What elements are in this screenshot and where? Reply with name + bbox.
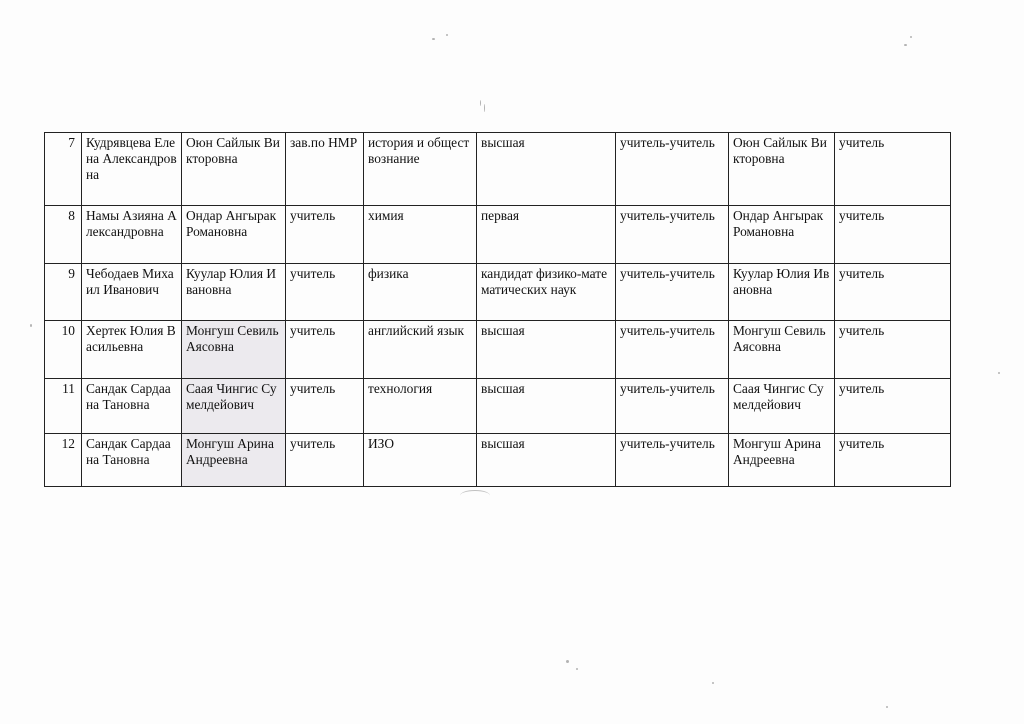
mentor-name-cell: Куулар Юлия Ивановна	[182, 264, 286, 321]
category-cell: высшая	[477, 434, 616, 487]
table-row	[45, 133, 951, 206]
row-number-cell: 11	[45, 379, 82, 434]
form-cell: учитель-учитель	[616, 379, 729, 434]
row-number-cell: 9	[45, 264, 82, 321]
scan-speck	[998, 372, 1000, 374]
position-cell: учитель	[286, 321, 364, 379]
scan-speck	[712, 682, 714, 684]
form-cell: учитель-учитель	[616, 206, 729, 264]
category-cell: высшая	[477, 379, 616, 434]
category-cell: высшая	[477, 133, 616, 206]
scan-speck	[432, 38, 435, 40]
position-cell: учитель	[286, 434, 364, 487]
mentor-repeat-cell: Ондар Ангырак Романовна	[729, 206, 835, 264]
role-cell: учитель	[835, 206, 951, 264]
scan-speck	[480, 100, 481, 106]
mentor-repeat-cell: Саая Чингис Сумелдейович	[729, 379, 835, 434]
role-cell: учитель	[835, 321, 951, 379]
role-cell: учитель	[835, 434, 951, 487]
table-row	[45, 321, 951, 379]
subject-cell: английский язык	[364, 321, 477, 379]
category-cell: кандидат физико-математических наук	[477, 264, 616, 321]
subject-cell: ИЗО	[364, 434, 477, 487]
form-cell: учитель-учитель	[616, 133, 729, 206]
scan-speck	[446, 34, 448, 36]
mentee-name-cell: Хертек Юлия Васильевна	[82, 321, 182, 379]
category-cell: первая	[477, 206, 616, 264]
mentor-repeat-cell: Монгуш Севиль Аясовна	[729, 321, 835, 379]
position-cell: учитель	[286, 379, 364, 434]
position-cell: учитель	[286, 206, 364, 264]
mentoring-table	[44, 132, 951, 487]
mentor-repeat-cell: Оюн Сайлык Викторовна	[729, 133, 835, 206]
table-row	[45, 264, 951, 321]
scan-speck	[576, 668, 578, 670]
mentor-name-cell: Монгуш Севиль Аясовна	[182, 321, 286, 379]
mentee-name-cell: Сандак Сардаана Тановна	[82, 379, 182, 434]
row-number-cell: 7	[45, 133, 82, 206]
role-cell: учитель	[835, 264, 951, 321]
row-number-cell: 10	[45, 321, 82, 379]
mentor-name-cell: Ондар Ангырак Романовна	[182, 206, 286, 264]
subject-cell: технология	[364, 379, 477, 434]
mentor-repeat-cell: Куулар Юлия Ивановна	[729, 264, 835, 321]
subject-cell: химия	[364, 206, 477, 264]
mentee-name-cell: Кудрявцева Елена Александровна	[82, 133, 182, 206]
row-number-cell: 12	[45, 434, 82, 487]
subject-cell: история и обществознание	[364, 133, 477, 206]
mentee-name-cell: Чебодаев Михаил Иванович	[82, 264, 182, 321]
scan-speck	[484, 104, 485, 112]
table-row	[45, 434, 951, 487]
mentor-name-cell: Саая Чингис Сумелдейович	[182, 379, 286, 434]
form-cell: учитель-учитель	[616, 264, 729, 321]
category-cell: высшая	[477, 321, 616, 379]
mentee-name-cell: Намы Азияна Александровна	[82, 206, 182, 264]
mentor-name-cell: Монгуш Арина Андреевна	[182, 434, 286, 487]
scan-speck	[910, 36, 912, 38]
scan-mark	[460, 490, 490, 501]
mentee-name-cell: Сандак Сардаана Тановна	[82, 434, 182, 487]
scan-speck	[30, 324, 32, 327]
mentor-repeat-cell: Монгуш Арина Андреевна	[729, 434, 835, 487]
row-number-cell: 8	[45, 206, 82, 264]
form-cell: учитель-учитель	[616, 321, 729, 379]
table-row	[45, 206, 951, 264]
scan-speck	[566, 660, 569, 663]
position-cell: учитель	[286, 264, 364, 321]
table-row	[45, 379, 951, 434]
subject-cell: физика	[364, 264, 477, 321]
form-cell: учитель-учитель	[616, 434, 729, 487]
position-cell: зав.по НМР	[286, 133, 364, 206]
role-cell: учитель	[835, 379, 951, 434]
mentor-name-cell: Оюн Сайлык Викторовна	[182, 133, 286, 206]
role-cell: учитель	[835, 133, 951, 206]
scan-speck	[886, 706, 888, 708]
scan-speck	[904, 44, 907, 46]
